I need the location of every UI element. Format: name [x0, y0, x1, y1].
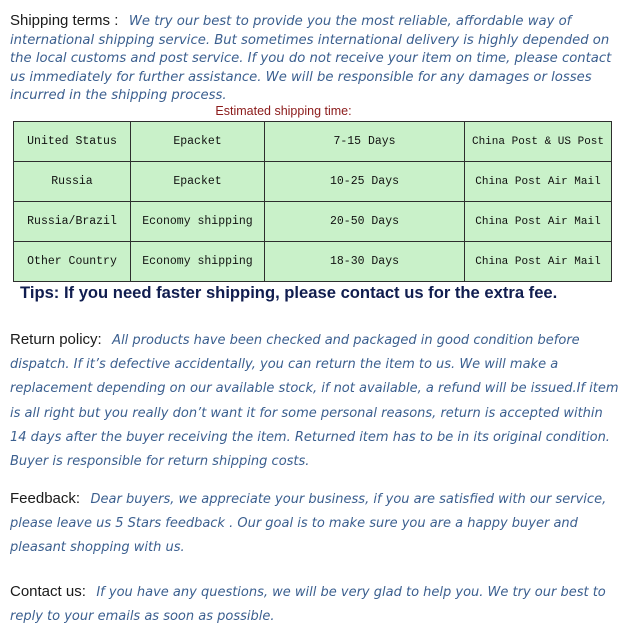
return-policy-section: [10, 328, 622, 473]
return-policy-text: All products have been checked and packaged in good condition before dispatch. If it’s defective accidentally, you can return the item to us. We will make a replacement depending on our available stock, if not available, a refund will be issued.If item is all right but you really don’t want it for some personal reasons, return is accepted within 14 days after the buyer receiving the item. Returned item has to be in its original condition. Buyer is responsible for return shipping costs.: [10, 333, 619, 470]
duration-cell: 18-30 Days: [265, 242, 465, 282]
contact-text: If you have any questions, we will be very glad to help you. We try our best to reply to your emails as soon as possible.: [10, 585, 606, 625]
shipping-time-table: [13, 121, 612, 282]
table-row: [14, 202, 612, 242]
estimated-shipping-caption: Estimated shipping time:: [215, 104, 352, 118]
table-row: [14, 122, 612, 162]
shipping-terms-section: [10, 12, 622, 105]
carrier-cell: China Post Air Mail: [465, 202, 612, 242]
shipping-terms-heading: Shipping terms :: [10, 12, 119, 29]
method-cell: Economy shipping: [131, 242, 265, 282]
feedback-section: [10, 487, 622, 560]
carrier-cell: China Post & US Post: [465, 122, 612, 162]
duration-cell: 20-50 Days: [265, 202, 465, 242]
carrier-cell: China Post Air Mail: [465, 242, 612, 282]
shipping-terms-text: We try our best to provide you the most reliable, affordable way of international shipping service. But sometimes international delivery is highly depended on the local customs and post service. If you do not receive your item on time, please contact us immediately for further assistance. We will be responsible for any damages or losses incurred in the shipping process.: [10, 14, 612, 103]
contact-heading: Contact us:: [10, 583, 86, 600]
method-cell: Epacket: [131, 162, 265, 202]
country-cell: Russia: [14, 162, 131, 202]
country-cell: Other Country: [14, 242, 131, 282]
method-cell: Economy shipping: [131, 202, 265, 242]
country-cell: Russia/Brazil: [14, 202, 131, 242]
feedback-heading: Feedback:: [10, 490, 81, 507]
contact-section: [10, 580, 622, 628]
return-policy-heading: Return policy:: [10, 331, 102, 348]
feedback-text: Dear buyers, we appreciate your business, if you are satisfied with our service, please leave us 5 Stars feedback . Our goal is to make sure you are a happy buyer and pleasant shopping with us.: [10, 492, 607, 556]
table-row: [14, 162, 612, 202]
table-row: [14, 242, 612, 282]
method-cell: Epacket: [131, 122, 265, 162]
carrier-cell: China Post Air Mail: [465, 162, 612, 202]
duration-cell: 10-25 Days: [265, 162, 465, 202]
duration-cell: 7-15 Days: [265, 122, 465, 162]
faster-shipping-tip: Tips: If you need faster shipping, please contact us for the extra fee.: [20, 283, 558, 302]
country-cell: United Status: [14, 122, 131, 162]
